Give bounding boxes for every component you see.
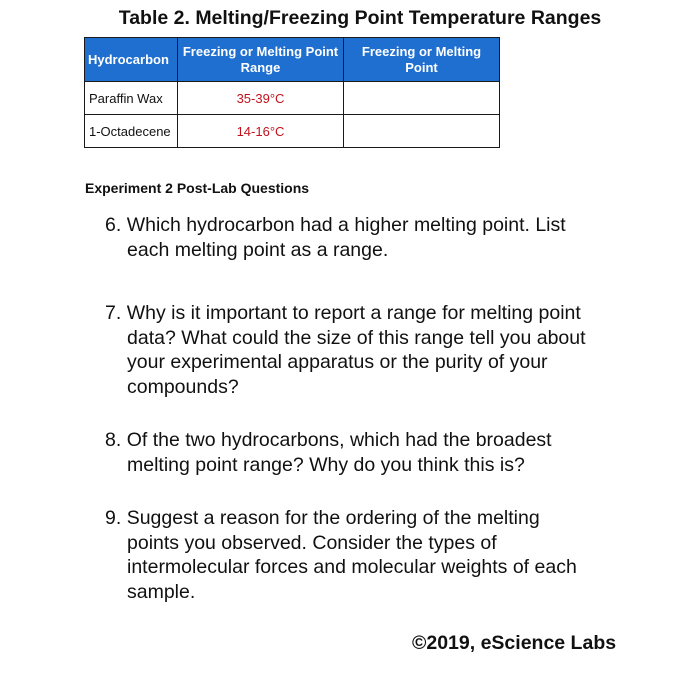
hydrocarbon-cell: 1-Octadecene <box>85 115 178 148</box>
header-hydrocarbon: Hydrocarbon <box>85 38 178 82</box>
question-line: Which hydrocarbon had a higher melting point. List <box>126 214 566 236</box>
question-6 <box>105 213 645 262</box>
table-row <box>85 115 500 148</box>
range-cell: 35-39°C <box>178 82 344 115</box>
point-cell <box>344 115 500 148</box>
question-line: your experimental apparatus or the purity of your <box>127 351 548 373</box>
hydrocarbon-cell: Paraffin Wax <box>85 82 178 115</box>
question-number: 6. <box>105 214 122 236</box>
question-number: 7. <box>105 302 122 324</box>
table-header-row <box>85 38 500 82</box>
question-line: Why is it important to report a range for melting point <box>126 302 581 324</box>
question-7 <box>105 301 645 399</box>
question-line: data? What could the size of this range tell you about <box>127 326 586 349</box>
question-number: 8. <box>105 429 122 451</box>
question-line: Suggest a reason for the ordering of the melting <box>126 507 540 529</box>
question-number: 9. <box>105 507 122 529</box>
table-title: Table 2. Melting/Freezing Point Temperature Ranges <box>118 7 602 29</box>
question-line: Of the two hydrocarbons, which had the broadest <box>126 429 552 451</box>
question-line: melting point range? Why do you think this is? <box>127 453 525 476</box>
copyright-footer: ©2019, eScience Labs <box>412 632 617 654</box>
question-9 <box>105 506 645 604</box>
question-8 <box>105 428 645 477</box>
melting-point-table <box>84 37 500 148</box>
header-freezing-melting-range: Freezing or Melting Point Range <box>178 38 344 82</box>
point-cell <box>344 82 500 115</box>
question-line: sample. <box>127 580 196 603</box>
question-line: compounds? <box>127 375 239 398</box>
table-row <box>85 82 500 115</box>
header-freezing-melting-point: Freezing or Melting Point <box>344 38 500 82</box>
question-line: points you observed. Consider the types of <box>127 531 497 554</box>
range-cell: 14-16°C <box>178 115 344 148</box>
question-line: intermolecular forces and molecular weights of each <box>127 556 577 578</box>
question-line: each melting point as a range. <box>127 238 389 261</box>
section-title: Experiment 2 Post-Lab Questions <box>85 180 310 196</box>
